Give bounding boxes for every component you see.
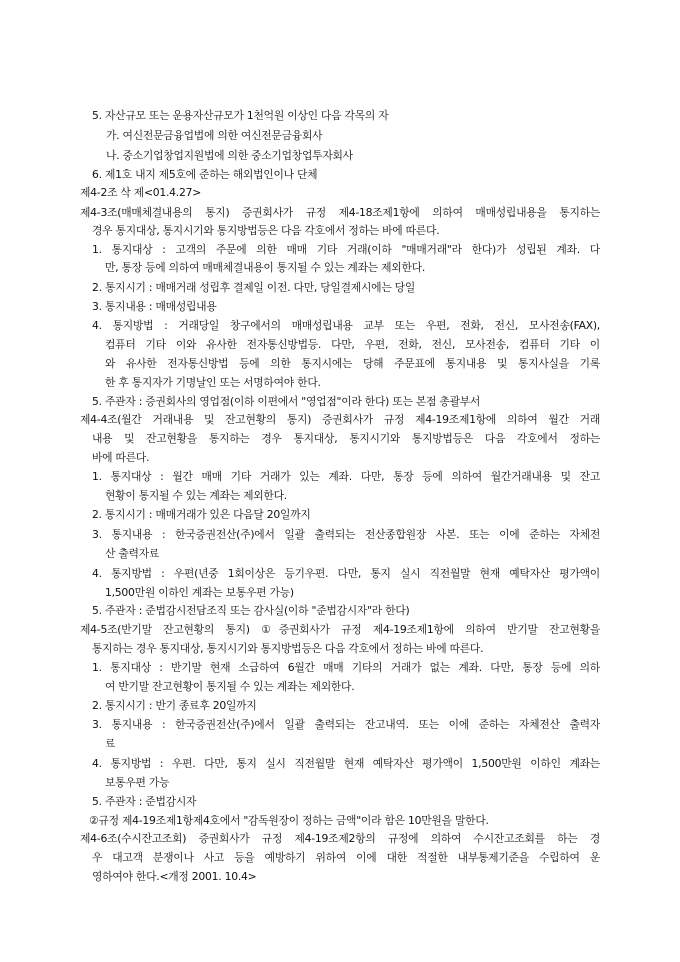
clause-line: 4. 통지방법 : 우편. 다만, 통지 실시 직전월말 현재 예탁자산 평가액이 1,500만원 이하인 계좌는 [92,757,600,770]
article-text: 경우 통지대상, 통지시기와 통지방법등은 다음 각호에서 정하는 바에 따른다. [92,224,440,237]
clause-continuation: 료 [105,737,116,750]
article-heading: 제4-3조(매매체결내용의 통지) 증권회사가 규정 제4-18조제1항에 의하여 매매성립내용을 통지하는 [80,206,600,219]
clause-line: 5. 주관자 : 준법감시자 [92,795,197,808]
article-text: 우 대고객 분쟁이나 사고 등을 예방하기 위하여 이에 대한 적절한 내부통제기준을 수립하여 운 [92,851,600,864]
clause-line: 5. 주관자 : 준법감시전담조직 또는 감사실(이하 "준법감시자"라 한다) [92,604,410,617]
clause-continuation: 한 후 통지자가 기명날인 또는 서명하여야 한다. [105,376,321,389]
clause-line: 2. 통지시기 : 매매거래가 있은 다음달 20일까지 [92,508,311,521]
clause-line: 2. 통지시기 : 매매거래 성립후 결제일 이전. 다만, 당일결제시에는 당일 [92,281,416,294]
article-text: 영하여야 한다.<개정 2001. 10.4> [92,870,257,883]
clause-continuation: 1,500만원 이하인 계좌는 보통우편 가능) [105,586,294,599]
clause-line: 3. 통지내용 : 매매성립내용 [92,300,217,313]
paragraph-line: ②규정 제4-19조제1항제4호에서 "감독원장이 정하는 금액"이라 함은 10만원을 말한다. [89,814,489,827]
clause-line: 4. 통지방법 : 우편(년중 1회이상은 등기우편. 다만, 통지 실시 직전월말 현재 예탁자산 평가액이 [92,567,600,580]
article-heading: 제4-4조(월간 거래내용 및 잔고현황의 통지) 증권회사가 규정 제4-19조제1항에 의하여 월간 거래 [80,413,600,426]
clause-line: 5. 자산규모 또는 운용자산규모가 1천억원 이상인 다음 각목의 자 [92,109,389,122]
clause-continuation: 컴퓨터 기타 이와 유사한 전자통신방법등. 다만, 우편, 전화, 전신, 모사전송, 컴퓨터 기타 이 [105,338,600,351]
clause-line: 1. 통지대상 : 고객의 주문에 의한 매매 기타 거래(이하 "매매거래"라 한다)가 성립된 계좌. 다 [92,243,600,256]
clause-line: 3. 통지내용 : 한국증권전산(주)에서 일괄 출력되는 잔고내역. 또는 이에 준하는 자체전산 출력자 [92,718,600,731]
clause-line: 6. 제1호 내지 제5호에 준하는 해외법인이나 단체 [92,168,318,181]
clause-continuation: 보통우편 가능 [105,776,170,789]
clause-continuation: 산 출력자료 [105,547,160,560]
article-heading: 제4-6조(수시잔고조회) 증권회사가 규정 제4-19조제2항의 규정에 의하여 수시잔고조회를 하는 경 [80,832,600,845]
clause-continuation: 현황이 통지될 수 있는 계좌는 제외한다. [105,489,287,502]
clause-line: 2. 통지시기 : 반기 종료후 20일까지 [92,699,257,712]
clause-continuation: 여 반기말 잔고현황이 통지될 수 있는 계좌는 제외한다. [105,680,355,693]
article-text: 통지하는 경우 통지대상, 통지시기와 통지방법등은 다음 각호에서 정하는 바에 따른다. [92,642,484,655]
clause-continuation: 와 유사한 전자통신방법 등에 의한 통지시에는 당해 주문표에 통지내용 및 통지사실을 기록 [105,357,600,370]
article-heading: 제4-2조 삭 제<01.4.27> [80,186,202,199]
clause-line: 4. 통지방법 : 거래당일 창구에서의 매매성립내용 교부 또는 우편, 전화, 전신, 모사전송(FAX), [92,319,600,332]
article-text: 바에 따른다. [92,451,150,464]
clause-line: 5. 주관자 : 증권회사의 영업점(이하 이편에서 "영업점"이라 한다) 또는 본점 총괄부서 [92,395,481,408]
article-heading: 제4-5조(반기말 잔고현황의 통지) ①증권회사가 규정 제4-19조제1항에 의하여 반기말 잔고현황을 [80,623,600,636]
clause-line: 1. 통지대상 : 월간 매매 기타 거래가 있는 계좌. 다만, 통장 등에 의하여 월간거래내용 및 잔고 [92,470,600,483]
clause-line: 1. 통지대상 : 반기말 현재 소급하여 6월간 매매 기타의 거래가 없는 계좌. 다만, 통장 등에 의하 [92,661,600,674]
clause-line: 3. 통지내용 : 한국증권전산(주)에서 일괄 출력되는 전산종합원장 사본. 또는 이에 준하는 자체전 [92,528,600,541]
sub-item-line: 가. 여신전문금융업법에 의한 여신전문금융회사 [106,129,323,142]
sub-item-line: 나. 중소기업창업지원법에 의한 중소기업창업투자회사 [106,149,353,162]
clause-continuation: 만, 통장 등에 의하여 매매체결내용이 통지될 수 있는 계좌는 제외한다. [105,261,426,274]
article-text: 내용 및 잔고현황을 통지하는 경우 통지대상, 통지시기와 통지방법등은 다음 각호에서 정하는 [92,432,600,445]
